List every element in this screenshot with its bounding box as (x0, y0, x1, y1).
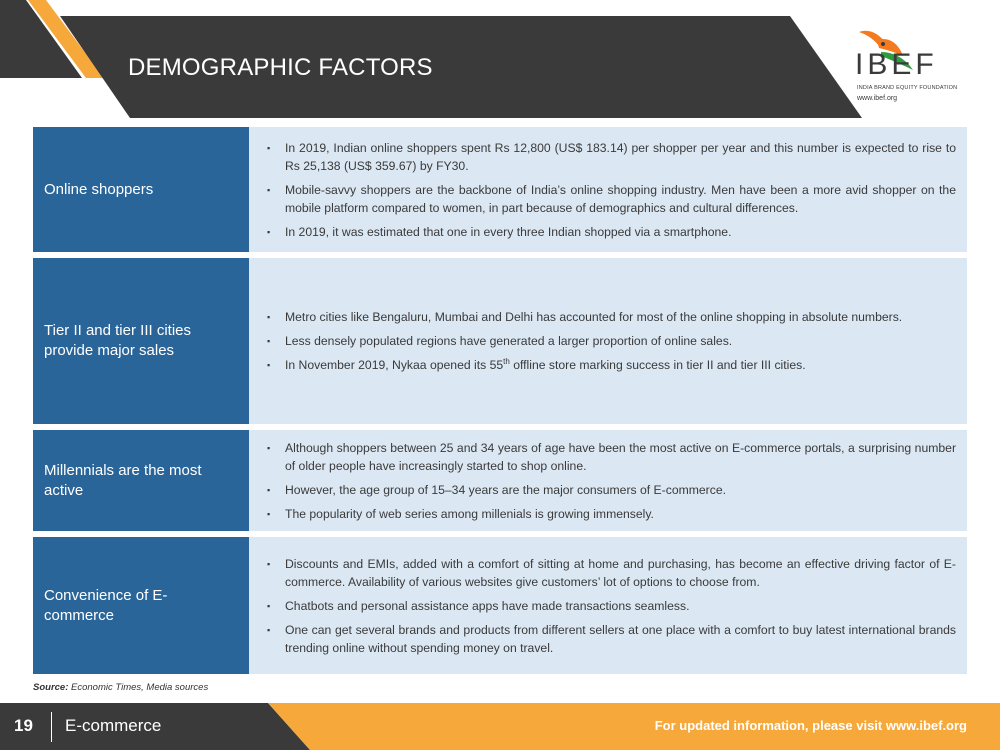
page-title: DEMOGRAPHIC FACTORS (128, 54, 433, 81)
row-content (249, 537, 967, 674)
row-convenience (33, 537, 967, 674)
footer-divider (51, 712, 52, 742)
row-content (249, 127, 967, 252)
page-number: 19 (14, 716, 33, 735)
bullet-item: ▪ Discounts and EMIs, added with a comfort of sitting at home and purchasing, has become an effective driving factor of E-commerce. Availability of various websites give customers’ lot of options to choose from. (267, 555, 956, 591)
row-content (249, 430, 967, 531)
row-label: Tier II and tier III cities provide major sales (33, 258, 249, 424)
bullet-item: ▪ However, the age group of 15–34 years are the major consumers of E-commerce. (267, 481, 956, 499)
bullet-item-nykaa (267, 356, 956, 374)
row-label: Convenience of E-commerce (33, 537, 249, 674)
source-label: Source: (33, 682, 69, 693)
logo-url: www.ibef.org (857, 95, 898, 102)
visit-website-link[interactable]: For updated information, please visit www.ibef.org (654, 718, 967, 733)
header (0, 0, 1000, 118)
row-millennials (33, 430, 967, 531)
section-name: E-commerce (65, 716, 162, 735)
bullet-item: ▪ Although shoppers between 25 and 34 years of age have been the most active on E-commerce portals, a surprising number of older people have increasingly started to shop online. (267, 439, 956, 475)
bullet-text-before: In November 2019, Nykaa opened its 55 (285, 358, 504, 372)
bullet-item: ▪ Less densely populated regions have generated a larger proportion of online sales. (267, 332, 956, 350)
source-text: Economic Times, Media sources (68, 682, 209, 693)
row-content (249, 258, 967, 424)
row-online-shoppers (33, 127, 967, 252)
bullet-item: ▪ In 2019, Indian online shoppers spent Rs 12,800 (US$ 183.14) per shopper per year and this number is expected to rise to Rs 25,138 (US$ 359.67) by FY30. (267, 139, 956, 175)
bullet-item: ▪ Mobile-savvy shoppers are the backbone of India’s online shopping industry. Men have been a more avid shopper on the mobile platform compared to women, in part because of demographics and cultural differences. (267, 181, 956, 217)
bullet-item: ▪ The popularity of web series among millenials is growing immensely. (267, 505, 956, 523)
row-tier-cities (33, 258, 967, 424)
bullet-text-after: offline store marking success in tier II and tier III cities. (509, 358, 806, 372)
logo-wordmark: IBEF (855, 48, 938, 81)
bullet-item: ▪ In 2019, it was estimated that one in every three Indian shopped via a smartphone. (267, 223, 956, 241)
bullet-item: ▪ Metro cities like Bengaluru, Mumbai and Delhi has accounted for most of the online shopping in absolute numbers. (267, 308, 956, 326)
source-note (33, 682, 208, 693)
ibef-logo[interactable] (855, 26, 990, 106)
ordinal-suffix: th (503, 356, 510, 366)
bullet-item: ▪ Chatbots and personal assistance apps have made transactions seamless. (267, 597, 956, 615)
bullet-item: ▪ One can get several brands and products from different sellers at one place with a comfort to buy latest international brands trending online without spending money on travel. (267, 621, 956, 657)
row-label: Millennials are the most active (33, 430, 249, 531)
logo-subtitle: INDIA BRAND EQUITY FOUNDATION (857, 85, 958, 91)
row-label: Online shoppers (33, 127, 249, 252)
